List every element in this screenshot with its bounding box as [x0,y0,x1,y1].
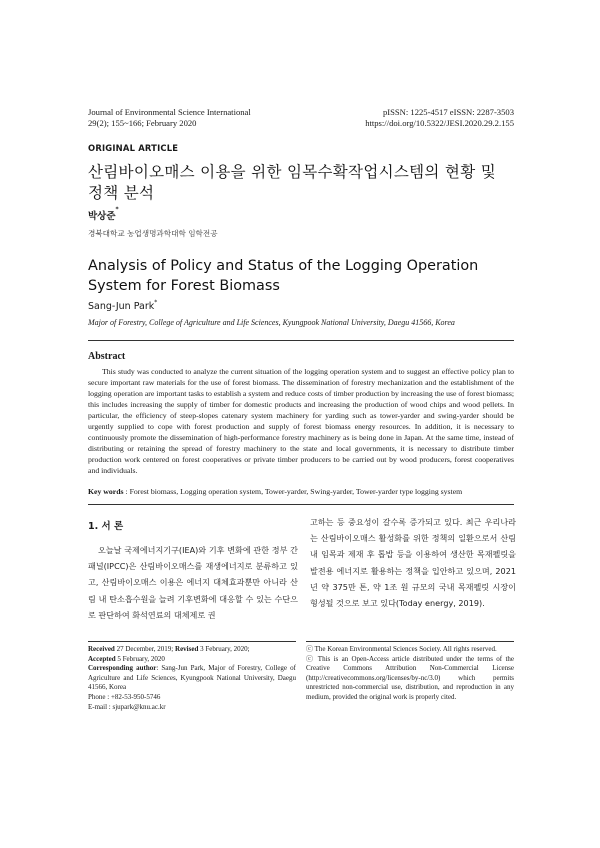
keywords-list: Forest biomass, Logging operation system, Tower-yarder, Swing-yarder, Tower-yarder type logging system [129,487,463,496]
korean-author-name: 박상준 [88,211,116,222]
received-line [88,645,296,655]
received-label: Received [88,645,115,653]
abstract-text: This study was conducted to analyze the current situation of the logging operation system and to suggest an effective policy plan to secure important raw materials for the use of forest biomass. The dissemination of forestry mechanization and the establishment of the logging operation are important tasks to establish a system and reduce costs of timber production by increasing the use of forest biomass; this includes increasing the supply of timber for domestic products and increasing the production of wood chips and wood pellets. In particular, the efficiency of steep-slopes catenary system machinery for yarding such as tower-yarder and swing-yarder should be urgently supplied to cope with forest production and supply of forest biomass energy resources. In addition, it is necessary to continuously promote the dissemination of high-performance forestry machinery as is being done in Japan. At the same time, instead of distributing or retaining the spread of forestry machinery to the state and local governments, it is necessary to distribute timber production work centered on forest cooperatives or private timber producers to be carried out by wood producers, forest cooperatives and individuals. [88,367,514,476]
issn: pISSN: 1225-4517 eISSN: 2287-3503 [382,107,514,117]
footnote-rule-left [88,641,296,642]
english-title: Analysis of Policy and Status of the Logging Operation System for Forest Biomass [88,258,479,294]
korean-author [88,208,119,222]
revised-label: Revised [175,645,199,653]
corresponding-label: Corresponding author [88,664,157,673]
corresponding-author: : Sang-Jun Park, Major of Forestry, College of Agriculture and Life Sciences, Kyungpook National University, Daegu 41566, Korea [88,664,296,692]
keywords-separator: : [123,487,130,496]
accepted-date: 5 February, 2020 [115,654,165,663]
divider-top [88,340,514,341]
corresponding-line [88,664,296,693]
volume-info: 29(2); 155~166; February 2020 [88,118,197,128]
accepted-label: Accepted [88,654,116,663]
phone-line: Phone : +82-53-950-5746 [88,692,161,701]
korean-title: 산림바이오매스 이용을 위한 임목수확작업시스템의 현황 및 정책 분석 [88,163,496,202]
accepted-line [88,655,296,665]
intro-paragraph-right: 고하는 등 중요성이 갈수록 증가되고 있다. 최근 우리나라는 산림바이오매스 활성화를 위한 정책의 일환으로서 산림 내 임목과 제재 후 톱밥 등을 이용하여 생산한 목재펠릿을 발전용 에너지로 활용하는 정책을 입안하고 있으며, 2021년 약 375만 톤, 약 1조 원 규모의 국내 목재펠릿 시장이 형성될 것으로 보고 있다(Today energy, 2019). [310,517,516,609]
english-author-name: Sang-Jun Park [88,301,155,312]
korean-author-mark: * [115,206,119,213]
footnote-right [306,645,514,703]
abstract-heading: Abstract [88,351,126,362]
intro-paragraph-left: 오늘날 국제에너지기구(IEA)와 기후 변화에 관한 정부 간 패널(IPCC)은 산림바이오매스를 재생에너지로 분류하고 있고, 산림바이오매스 이용은 에너지 대체효과뿐만 아니라 산림 내 탄소흡수원을 늘려 기후변화에 대응할 수 있는 수단으로 판단하여 화석연료의 대체제로 권 [88,545,298,620]
english-author [88,301,157,312]
doi-link[interactable]: https://doi.org/10.5322/JESI.2020.29.2.155 [365,118,514,128]
revised-date: 3 February, 2020; [198,645,250,653]
keywords-line [88,486,462,497]
received-date: 27 December, 2019; [114,645,176,653]
journal-name: Journal of Environmental Science International [88,107,251,117]
footnote-left [88,645,296,712]
english-author-mark: * [154,299,158,306]
email-line[interactable]: E-mail : sjupark@knu.ac.kr [88,702,166,711]
copyright-line: ⓒ The Korean Environmental Sciences Society. All rights reserved. [306,645,497,653]
keywords-label: Key words [88,487,124,496]
article-type: ORIGINAL ARTICLE [88,143,179,153]
divider-abstract [88,504,514,505]
korean-affiliation: 경북대학교 농업생명과학대학 임학전공 [88,229,218,238]
footnote-rule-right [306,641,514,642]
english-affiliation: Major of Forestry, College of Agriculture and Life Sciences, Kyungpook National University, Daegu 41566, Korea [88,318,455,327]
section-heading: 1. 서 론 [88,521,124,532]
license-text: ⓒ This is an Open-Access article distributed under the terms of the Creative Commons Attribution Non-Commercial License (http://creativecommons.org/licenses/by-nc/3.0) which permits unrestricted non-commercial use, distribution, and reproduction in any medium, provided the original work is properly cited. [306,654,514,701]
